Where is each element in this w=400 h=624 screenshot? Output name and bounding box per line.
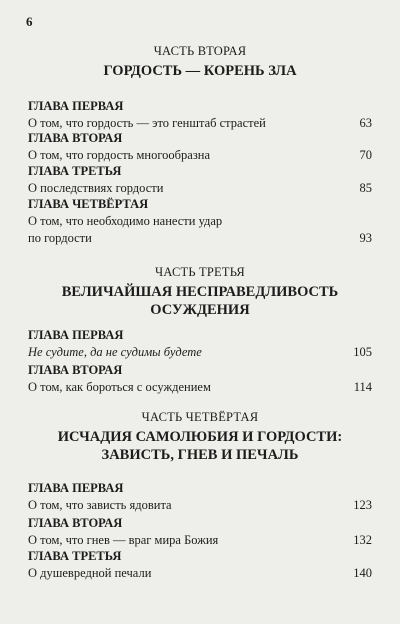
toc-entry: [28, 362, 372, 396]
chapter-label: ГЛАВА ВТОРАЯ: [28, 131, 123, 145]
chapter-title-line1: О том, что необходимо нанести удар: [28, 214, 223, 228]
page-number: 6: [26, 14, 33, 29]
toc-entry: [28, 515, 372, 549]
chapter-title: О том, что гордость — это генштаб страстей: [28, 116, 266, 130]
chapter-label: ГЛАВА ПЕРВАЯ: [28, 328, 124, 342]
chapter-label: ГЛАВА ТРЕТЬЯ: [28, 164, 122, 178]
toc-entry: [28, 480, 372, 514]
part-two-heading: [0, 44, 400, 80]
chapter-label: ГЛАВА ВТОРАЯ: [28, 363, 123, 377]
chapter-title: О том, что зависть ядовита: [28, 498, 172, 512]
toc-entry: [28, 130, 372, 164]
toc-entry: [28, 196, 372, 247]
chapter-label: ГЛАВА ЧЕТВЁРТАЯ: [28, 197, 149, 211]
part-title-line1: ИСЧАДИЯ САМОЛЮБИЯ И ГОРДОСТИ:: [57, 429, 343, 445]
chapter-title: О том, как бороться с осуждением: [28, 380, 211, 394]
chapter-title: Не судите, да не судимы будете: [28, 345, 202, 359]
part-label: ЧАСТЬ ВТОРАЯ: [153, 44, 247, 58]
chapter-page: 140: [353, 566, 372, 580]
part-title-line1: ВЕЛИЧАЙШАЯ НЕСПРАВЕДЛИВОСТЬ: [61, 284, 339, 300]
chapter-page: 70: [359, 148, 372, 162]
toc-entry: [28, 548, 372, 582]
chapter-page: 105: [353, 345, 372, 359]
chapter-page: 114: [353, 380, 372, 394]
chapter-title: О том, что гордость многообразна: [28, 148, 210, 162]
chapter-page: 132: [353, 533, 372, 547]
part-title: ГОРДОСТЬ — КОРЕНЬ ЗЛА: [103, 63, 297, 79]
chapter-page: 63: [359, 116, 372, 130]
chapter-page: 85: [359, 181, 372, 195]
chapter-label: ГЛАВА ВТОРАЯ: [28, 516, 123, 530]
chapter-label: ГЛАВА ТРЕТЬЯ: [28, 549, 122, 563]
part-label: ЧАСТЬ ЧЕТВЁРТАЯ: [141, 410, 259, 424]
chapter-label: ГЛАВА ПЕРВАЯ: [28, 481, 124, 495]
part-title-line2: ЗАВИСТЬ, ГНЕВ И ПЕЧАЛЬ: [101, 447, 299, 463]
chapter-title: О последствиях гордости: [28, 181, 164, 195]
part-label: ЧАСТЬ ТРЕТЬЯ: [155, 265, 245, 279]
chapter-title: О том, что гнев — враг мира Божия: [28, 533, 219, 547]
chapter-page: 123: [353, 498, 372, 512]
chapter-title-line2: по гордости: [28, 231, 92, 245]
part-four-heading: [0, 410, 400, 464]
chapter-page: 93: [359, 231, 372, 245]
toc-entry: [28, 163, 372, 197]
part-three-heading: [0, 265, 400, 319]
toc-entry: [28, 98, 372, 132]
chapter-title: О душевредной печали: [28, 566, 152, 580]
part-title-line2: ОСУЖДЕНИЯ: [150, 302, 250, 318]
chapter-label: ГЛАВА ПЕРВАЯ: [28, 99, 124, 113]
toc-entry: [28, 327, 372, 361]
